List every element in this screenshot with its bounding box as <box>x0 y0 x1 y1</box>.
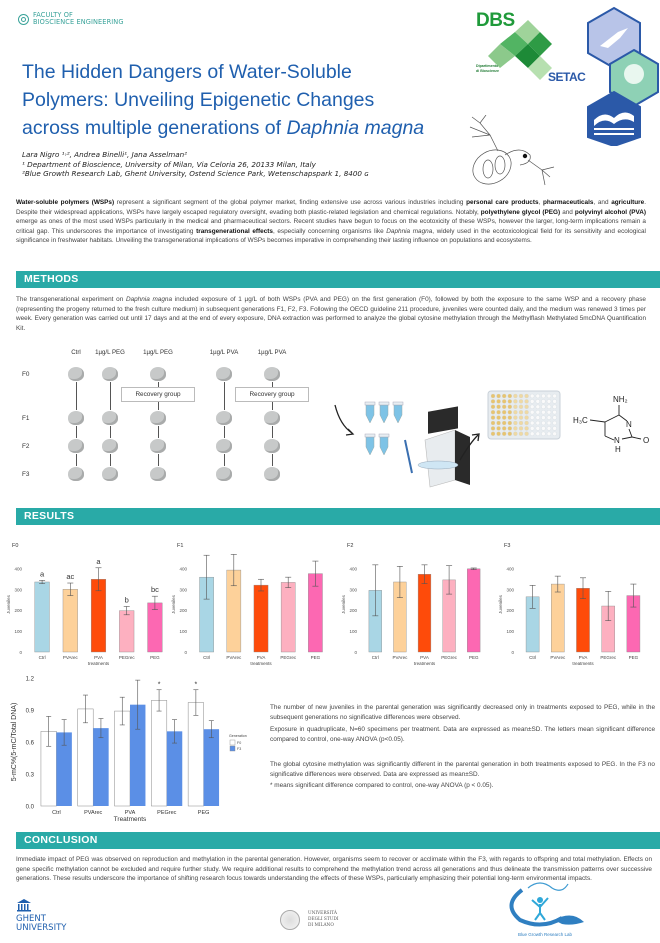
y-tick-label: 0 <box>184 650 187 655</box>
conclusion-text: Immediate impact of PEG was observed on reproduction and methylation in the parental generation. However, organisms seem to recover or acclimate within the F3, with regards to offspring and total methylation. Effects on gene specific methylation cannot be excluded and require further study. We require additional results to comprehend the methylation trend across all generations and thus delineate the transmission patterns over successive generations. These results underscore the importance of shifting research focus towards understanding the effects of these WSPs, particularly emphasizing their potential long-term environmental impacts. <box>16 856 652 883</box>
x-tick-label: PVA <box>124 810 136 816</box>
y-axis-label: Juveniles <box>6 595 11 614</box>
conclusion-heading: CONCLUSION <box>16 832 660 849</box>
chart-svg <box>0 670 262 830</box>
down-arrow-icon <box>224 382 225 410</box>
x-tick-label: Ctrl <box>38 655 46 660</box>
chart-f1-juveniles <box>165 535 335 675</box>
dbs-logo-text: DBS <box>476 10 515 31</box>
tube-icons <box>365 402 403 455</box>
bar <box>254 585 268 652</box>
setac-logo-text: SETAC <box>548 70 586 84</box>
results-text-significance: * means significant difference compared to control, one-way ANOVA (p < 0.05). <box>270 782 494 789</box>
title-line-2: Polymers: Unveiling Epigenetic Changes <box>22 89 375 111</box>
setac-logo <box>548 6 660 146</box>
y-tick-label: 200 <box>14 608 22 614</box>
text-run: represent a significant segment of the global polymer market, finding extensive use across various industries including <box>114 199 467 206</box>
daphnia-icon <box>68 439 84 453</box>
results-text-methylation: The global cytosine methylation was significantly different in the parental generation in both treatments exposed to PEG. In the F3 no significative differences were observed. Data are expressed as mean±SD. <box>270 761 655 778</box>
y-tick-label: 0 <box>19 650 22 655</box>
text-run: personal care products <box>466 199 539 206</box>
y-tick-label: 200 <box>506 608 514 614</box>
blue-growth-lab-text: Blue Growth Research Lab <box>518 932 573 937</box>
ghent-university-logo <box>16 898 66 933</box>
text-run: Daphnia magna <box>125 296 173 303</box>
svg-text:N: N <box>626 420 632 429</box>
down-arrow-icon <box>76 382 77 410</box>
text-run: agriculture <box>611 199 645 206</box>
legend-swatch <box>230 740 235 745</box>
legend-swatch <box>230 746 235 751</box>
microplate <box>488 391 560 439</box>
down-arrow-icon <box>76 426 77 438</box>
x-tick-label: Ctrl <box>371 655 379 660</box>
daphnia-icon <box>102 467 118 481</box>
significance-letter: bc <box>150 585 159 595</box>
y-tick-label: 100 <box>506 629 514 635</box>
ghent-line-2: UNIVERSITY <box>16 923 67 933</box>
daphnia-icon <box>68 367 84 381</box>
bar <box>148 603 163 652</box>
chart-title: F2 <box>347 543 354 549</box>
down-arrow-icon <box>158 426 159 438</box>
chart-svg <box>165 535 335 670</box>
y-tick-label: 0 <box>511 650 514 655</box>
text-run: emerge as ones of the most used WSPs particularly in the medical and pharmaceutical sectors. Recent studies have begun to focus on the ecotoxicity of these WSPs, however the larger, long-term implications remain a critical gap. This underscores the importance of investigating <box>16 218 646 235</box>
x-tick-label: PVArec <box>84 810 103 816</box>
scheme-row-label: F2 <box>22 443 30 450</box>
svg-text:O: O <box>643 436 650 445</box>
daphnia-icon <box>216 467 232 481</box>
bar <box>467 569 480 652</box>
x-axis-label: treatments <box>250 661 272 666</box>
daphnia-icon <box>216 411 232 425</box>
daphnia-icon <box>264 467 280 481</box>
text-run: , <box>538 199 543 206</box>
y-axis-label: Juveniles <box>498 595 503 614</box>
recovery-group-box: Recovery group <box>235 387 309 402</box>
methods-text <box>16 295 646 334</box>
y-tick-label: 300 <box>506 587 514 593</box>
unimi-logo <box>280 910 339 930</box>
daphnia-icon <box>264 411 280 425</box>
text-run: transgenerational effects <box>196 227 273 235</box>
x-axis-label: treatments <box>413 661 436 666</box>
chart-title: F1 <box>177 543 184 549</box>
text-run: included exposure of 1 µg/L of both WSPs (PVA and PEG) on the first generation (F0), followed by both the exposure to the same WSP and a recovery phase (representing the progeny returned to the fresh culture medium) in subsequent generations F1, F2, F3. Following the OECD guideline 211 procedure, juveniles were counted daily, and the medium was renewed 3 times per week. Every generation was carried out until 17 days and at the end of every exposure, DNA extraction was performed to analyze the global cytosine methylation through the Methylflash Methylated 5mcDNA Quantification Kit. <box>16 296 646 333</box>
x-axis-label: treatments <box>572 661 594 666</box>
x-tick-label: PEG <box>197 810 210 816</box>
y-tick-label: 0.9 <box>25 708 34 715</box>
chart-f0-juveniles <box>0 535 175 675</box>
significance-letter: a <box>96 556 101 566</box>
text-run: . Despite their widespread applications, WSPs have largely escaped regulatory oversight, evading both plastic-related legislation and chemical regulations. Notably, <box>16 199 646 216</box>
x-tick-label: Ctrl <box>52 810 61 816</box>
nanodrop-instrument <box>405 406 470 487</box>
unimi-line-1: UNIVERSITÀ <box>308 911 337 916</box>
results-text-juveniles: The number of new juveniles in the parental generation was significantly decreased only in treatments exposed to PEG, while in the subsequent generations no significative differences were observed. <box>270 704 655 721</box>
daphnia-icon <box>68 411 84 425</box>
y-tick-label: 400 <box>506 566 514 572</box>
poster-title <box>22 58 442 142</box>
y-tick-label: 100 <box>14 629 22 635</box>
results-heading: RESULTS <box>16 508 660 525</box>
bar-f3 <box>204 729 219 806</box>
daphnia-icon <box>150 467 166 481</box>
y-axis-label: Juveniles <box>171 595 176 614</box>
x-tick-label: PEG <box>150 655 160 660</box>
chart-f3-juveniles <box>492 535 652 675</box>
y-tick-label: 100 <box>179 629 187 635</box>
title-line-1: The Hidden Dangers of Water-Soluble <box>22 61 352 83</box>
daphnia-icon <box>102 439 118 453</box>
y-tick-label: 400 <box>349 566 357 572</box>
text-run: Daphnia magna <box>386 227 433 235</box>
daphnia-icon <box>216 439 232 453</box>
x-axis-label: treatments <box>87 661 110 666</box>
x-tick-label: PVA <box>94 655 103 660</box>
x-tick-label: PVA <box>420 655 429 660</box>
down-arrow-icon <box>110 382 111 410</box>
x-tick-label: PVArec <box>550 655 566 660</box>
bar <box>281 582 295 652</box>
experimental-scheme <box>20 345 330 495</box>
lab-workflow <box>330 345 660 505</box>
y-tick-label: 0.6 <box>25 740 34 747</box>
y-axis-label: Juveniles <box>341 595 346 614</box>
bar <box>35 582 50 652</box>
text-run: The transgenerational experiment on <box>16 296 126 303</box>
faculty-logo-line2: BIOSCIENCE ENGINEERING <box>33 18 124 26</box>
text-run: , especially concerning organisms like <box>272 227 387 235</box>
daphnia-icon <box>264 439 280 453</box>
chart-title: F3 <box>504 543 511 549</box>
scheme-column-label: Ctrl <box>71 349 81 356</box>
scheme-column-label: 1µg/L PVA <box>257 349 287 356</box>
authors-block <box>22 150 452 179</box>
affiliation-1: ¹ Department of Bioscience, University of Milan, Via Celoria 26, 20133 Milan, Italy <box>22 159 316 169</box>
y-tick-label: 300 <box>14 587 22 593</box>
unimi-line-3: DI MILANO <box>308 923 334 928</box>
faculty-logo-line1: FACULTY OF <box>33 11 73 19</box>
x-tick-label: PEGrec <box>118 655 135 660</box>
down-arrow-icon <box>272 454 273 466</box>
bar <box>119 611 134 652</box>
text-run: , widely used in the ecotoxicological field for its sensitivity and ecological significance in freshwater habitats. Unveiling the transgenerational implications of WSPs becomes imperative in comprehending their lasting influence on populations and ecosystems. <box>16 227 646 245</box>
x-tick-label: Ctrl <box>529 655 537 660</box>
text-run: pharmaceuticals <box>542 199 594 206</box>
affiliation-2: ²Blue Growth Research Lab, Ghent University, Ostend Science Park, Wetenschapspark 1, 8400 ɢ <box>22 169 369 178</box>
y-tick-label: 100 <box>349 629 357 635</box>
bar-f0 <box>188 703 203 806</box>
daphnia-icon <box>216 367 232 381</box>
daphnia-icon <box>264 367 280 381</box>
title-species: Daphnia magna <box>286 117 425 139</box>
lab-illustration <box>330 345 660 505</box>
bar-f0 <box>78 709 93 806</box>
scheme-row-label: F3 <box>22 471 30 478</box>
significance-letter: b <box>124 595 129 605</box>
down-arrow-icon <box>110 454 111 466</box>
chart-f2-juveniles <box>335 535 492 675</box>
y-tick-label: 300 <box>349 587 357 593</box>
x-tick-label: PVArec <box>392 655 408 660</box>
legend-label: F0 <box>237 741 242 745</box>
down-arrow-icon <box>272 426 273 438</box>
authors: Lara Nigro ¹˒², Andrea Binelli¹, Jana Asselman² <box>22 150 188 159</box>
title-line-3-text: across multiple generations of <box>22 117 287 139</box>
bar-f0 <box>115 711 130 806</box>
down-arrow-icon <box>224 454 225 466</box>
x-tick-label: PVA <box>256 655 266 660</box>
recovery-group-box: Recovery group <box>121 387 195 402</box>
5-methylcytosine-structure <box>573 395 649 454</box>
unimi-line-2: DEGLI STUDI <box>308 917 339 922</box>
chart-svg <box>492 535 652 670</box>
down-arrow-icon <box>224 426 225 438</box>
significance-star: * <box>157 681 161 689</box>
bar <box>418 574 431 652</box>
x-tick-label: PVA <box>578 655 588 660</box>
svg-text:H: H <box>615 445 621 454</box>
x-tick-label: PEG <box>468 655 479 660</box>
y-axis-label: 5-mC%(5-mC/Total DNA) <box>11 702 18 782</box>
significance-letter: a <box>40 569 45 579</box>
text-run: Water-soluble polymers (WSPs) <box>16 199 115 206</box>
daphnia-icon <box>102 411 118 425</box>
x-tick-label: PEG <box>310 655 321 660</box>
y-tick-label: 0.3 <box>25 772 34 779</box>
blue-growth-emblem <box>492 880 607 932</box>
daphnia-icon <box>102 367 118 381</box>
dbs-subtitle-2: di Bioscienze <box>476 68 499 73</box>
x-tick-label: PEGrec <box>441 655 457 660</box>
scheme-column-label: 1µg/L PEG <box>95 349 125 356</box>
bar <box>63 589 78 652</box>
results-text-stats: Exposure in quadruplicate, N=60 specimens per treatment. Data are expressed as mean±SD. The letters mean significant difference compared to control, one-way ANOVA (p<0.05). <box>270 726 655 743</box>
down-arrow-icon <box>110 426 111 438</box>
svg-text:N: N <box>614 436 620 445</box>
bar <box>551 584 564 652</box>
down-arrow-icon <box>158 454 159 466</box>
legend-label: F3 <box>237 747 242 751</box>
y-tick-label: 1.2 <box>25 676 34 683</box>
scheme-column-label: 1µg/L PEG <box>143 349 173 356</box>
dbs-logo <box>470 8 560 80</box>
blue-growth-lab-logo <box>492 880 607 940</box>
down-arrow-icon <box>76 454 77 466</box>
legend <box>229 734 247 751</box>
text-run: polyethylene glycol (PEG) <box>480 208 561 216</box>
x-tick-label: PEG <box>628 655 639 660</box>
chart-methylation <box>0 670 262 835</box>
scheme-column-label: 1µg/L PVA <box>209 349 239 356</box>
faculty-logo-icon <box>18 14 29 25</box>
x-tick-label: PEGrec <box>600 655 617 660</box>
significance-letter: ac <box>66 572 75 582</box>
y-tick-label: 0 <box>354 650 357 655</box>
x-tick-label: PVArec <box>226 655 242 660</box>
introduction-text <box>16 198 646 246</box>
methods-heading: METHODS <box>16 271 660 288</box>
chart-svg <box>0 535 175 670</box>
svg-text:NH₂: NH₂ <box>613 395 628 404</box>
y-tick-label: 0.0 <box>25 804 34 811</box>
svg-text:H₃C: H₃C <box>573 416 588 425</box>
y-tick-label: 200 <box>179 608 187 614</box>
y-tick-label: 400 <box>179 566 187 572</box>
y-tick-label: 300 <box>179 587 187 593</box>
text-run: and <box>560 208 575 216</box>
significance-star: * <box>194 681 198 689</box>
chart-svg <box>335 535 492 670</box>
daphnia-illustration <box>450 115 560 195</box>
ghent-line-1: GHENT <box>16 914 46 924</box>
text-run: polyvinyl alcohol (PVA) <box>574 208 647 216</box>
scheme-row-label: F1 <box>22 415 30 422</box>
dbs-subtitle-1: Dipartimento <box>476 64 499 68</box>
daphnia-icon <box>68 467 84 481</box>
ghent-building-icon <box>16 898 32 912</box>
faculty-logo <box>18 12 124 26</box>
daphnia-icon <box>150 411 166 425</box>
y-tick-label: 200 <box>349 608 357 614</box>
scheme-row-label: F0 <box>22 371 30 378</box>
bar-f0 <box>151 700 166 806</box>
x-tick-label: PVArec <box>62 655 78 660</box>
daphnia-icon <box>150 367 166 381</box>
legend-title: Generation <box>229 734 247 738</box>
x-tick-label: Ctrl <box>203 655 211 660</box>
daphnia-icon <box>150 439 166 453</box>
title-line-3 <box>22 114 442 142</box>
x-tick-label: PEGrec <box>280 655 297 660</box>
bar-f3 <box>93 728 108 806</box>
x-tick-label: PEGrec <box>157 810 177 816</box>
unimi-seal-icon <box>280 910 300 930</box>
chart-title: F0 <box>12 543 19 549</box>
text-run: , and <box>593 199 612 206</box>
y-tick-label: 400 <box>14 566 22 572</box>
x-axis-label: Treatments <box>113 816 147 823</box>
